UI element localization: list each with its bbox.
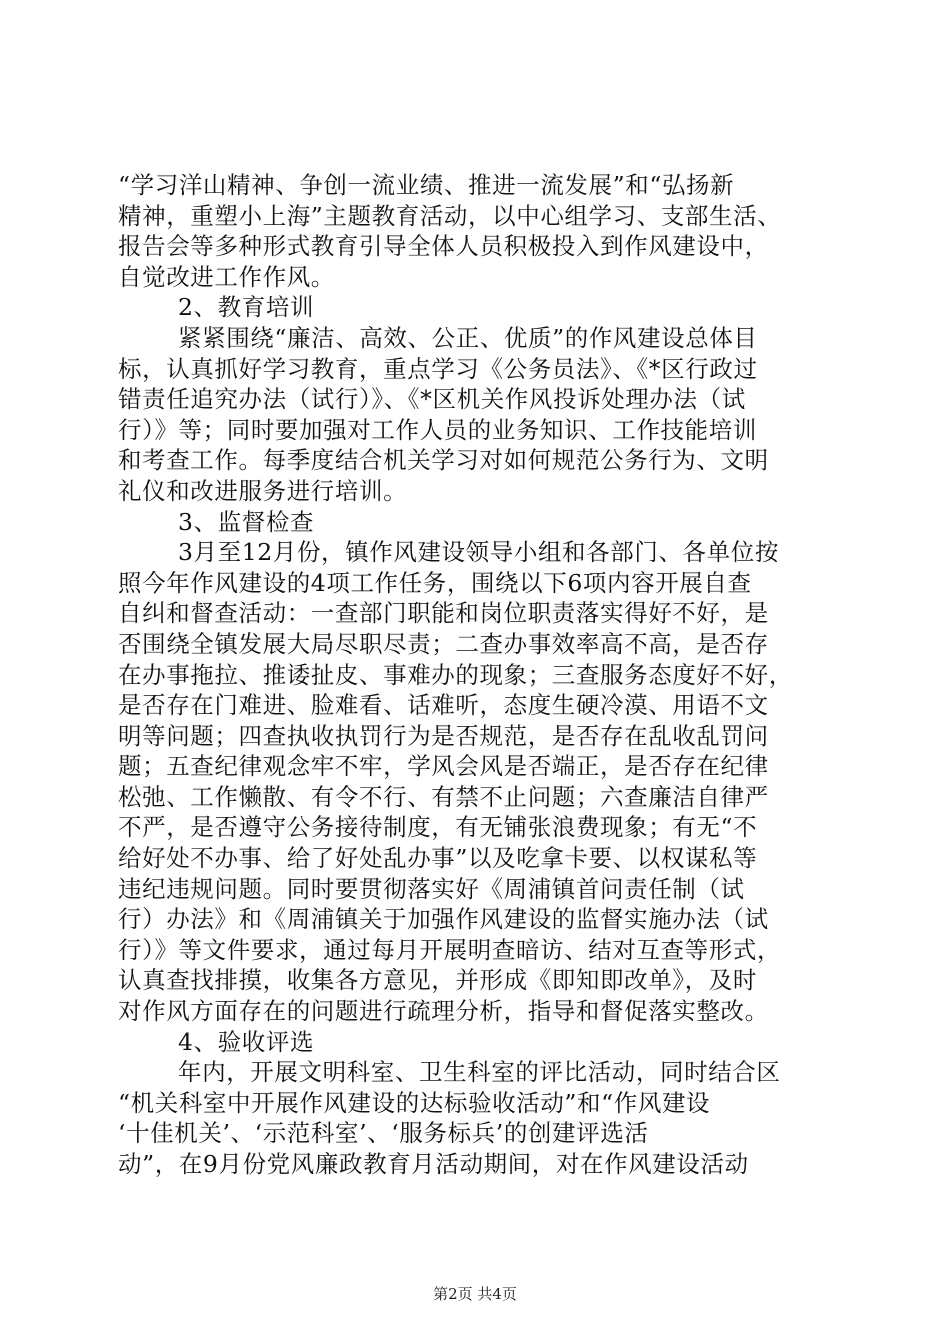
text-line: 行）》等文件要求，通过每月开展明查暗访、结对互查等形式， xyxy=(118,935,782,964)
text-line: ‘十佳机关’、‘示范科室’、‘服务标兵’的创建评选活 xyxy=(118,1119,649,1148)
text-line: 错责任追究办法（试行）》、《*区机关作风投诉处理办法（试 xyxy=(118,385,746,414)
text-line: 和考查工作。每季度结合机关学习对如何规范公务行为、文明 xyxy=(118,446,769,475)
text-line: 明等问题；四查执收执罚行为是否规范，是否存在乱收乱罚问 xyxy=(118,721,769,750)
section-heading-evaluation: 4、验收评选 xyxy=(178,1027,315,1056)
text-line: 不严，是否遵守公务接待制度，有无铺张浪费现象；有无“不 xyxy=(118,813,758,842)
text-line: 题；五查纪律观念牢不牢，学风会风是否端正，是否存在纪律 xyxy=(118,752,769,781)
document-body xyxy=(118,170,838,1180)
text-line: 标，认真抓好学习教育，重点学习《公务员法》、《*区行政过 xyxy=(118,354,758,383)
text-line: “学习洋山精神、争创一流业绩、推进一流发展”和“弘扬新 xyxy=(118,171,735,199)
text-line: 否围绕全镇发展大局尽职尽责；二查办事效率高不高，是否存 xyxy=(118,629,769,658)
text-line: 自觉改进工作作风。 xyxy=(118,262,335,291)
text-line: 礼仪和改进服务进行培训。 xyxy=(118,476,408,505)
text-line: 松弛、工作懒散、有令不行、有禁不止问题；六查廉洁自律严 xyxy=(118,782,769,811)
text-line: 紧紧围绕“廉洁、高效、公正、优质”的作风建设总体目 xyxy=(178,323,758,352)
text-line: 是否存在门难进、脸难看、话难听，态度生硬冷漠、用语不文 xyxy=(118,691,769,720)
section-heading-education: 2、教育培训 xyxy=(178,293,315,322)
text-line: 认真查找排摸，收集各方意见，并形成《即知即改单》，及时 xyxy=(118,966,757,995)
text-line: 对作风方面存在的问题进行疏理分析，指导和督促落实整改。 xyxy=(118,997,769,1026)
page-number-footer: 第2页 共4页 xyxy=(433,1285,517,1303)
text-line: 照今年作风建设的4项工作任务，围绕以下6项内容开展自查 xyxy=(118,568,752,597)
text-line: 报告会等多种形式教育引导全体人员积极投入到作风建设中， xyxy=(118,232,769,261)
text-line: 行）》等；同时要加强对工作人员的业务知识、工作技能培训 xyxy=(118,415,757,444)
text-line: “机关科室中开展作风建设的达标验收活动”和“作风建设 xyxy=(118,1088,711,1117)
text-line: 年内，开展文明科室、卫生科室的评比活动，同时结合区 xyxy=(178,1058,781,1087)
text-line: 自纠和督查活动：一查部门职能和岗位职责落实得好不好，是 xyxy=(118,599,769,628)
text-line: 行）办法》和《周浦镇关于加强作风建设的监督实施办法（试 xyxy=(118,905,769,934)
text-line: 在办事拖拉、推诿扯皮、事难办的现象；三查服务态度好不好， xyxy=(118,660,793,689)
text-line: 3月至12月份，镇作风建设领导小组和各部门、各单位按 xyxy=(178,538,779,567)
text-line: 精神，重塑小上海”主题教育活动，以中心组学习、支部生活、 xyxy=(118,201,782,230)
text-line: 给好处不办事、给了好处乱办事”以及吃拿卡要、以权谋私等 xyxy=(118,844,758,873)
text-line: 动”，在9月份党风廉政教育月活动期间，对在作风建设活动 xyxy=(118,1150,749,1178)
text-line: 违纪违规问题。同时要贯彻落实好《周浦镇首问责任制（试 xyxy=(118,874,745,903)
section-heading-supervision: 3、监督检查 xyxy=(178,507,315,536)
